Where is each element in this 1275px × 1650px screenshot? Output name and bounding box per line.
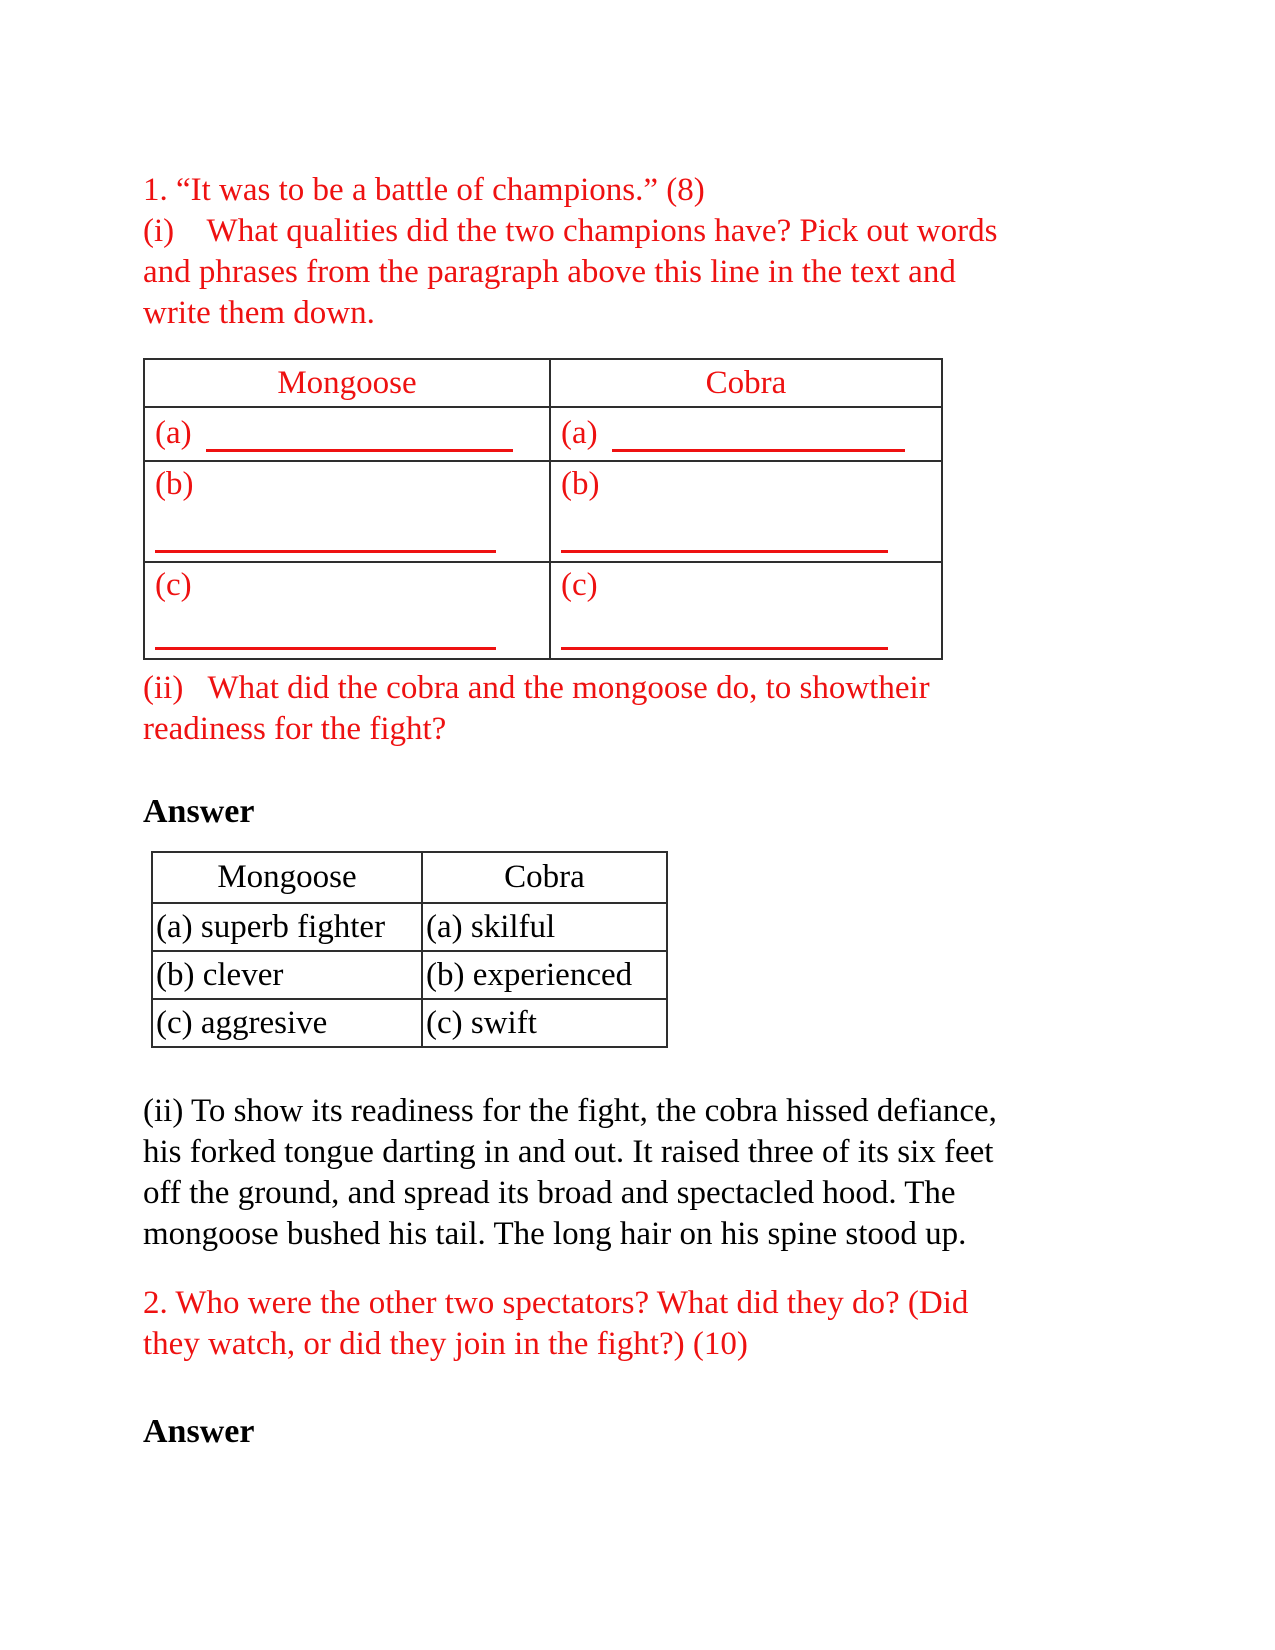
blank-table-row-a bbox=[144, 407, 942, 461]
question-1-part-ii bbox=[143, 668, 1173, 750]
blank-answer-line bbox=[155, 542, 496, 553]
answer-cell-cobra-c: (c) swift bbox=[422, 999, 667, 1047]
blank-answer-line bbox=[206, 419, 513, 452]
answer-cell-mongoose-b: (b) clever bbox=[152, 951, 422, 999]
blank-answer-line bbox=[155, 639, 496, 650]
blank-answer-line bbox=[561, 639, 888, 650]
question-2-line: they watch, or did they join in the fight?) (10) bbox=[143, 1326, 748, 1362]
row-c-label-cobra: (c) bbox=[561, 567, 598, 603]
row-b-label-cobra: (b) bbox=[561, 466, 600, 502]
question-1-line: 1. “It was to be a battle of champions.” (8) bbox=[143, 172, 705, 208]
answer-table-row-b bbox=[152, 951, 667, 999]
answer-table-row-a bbox=[152, 903, 667, 951]
answer-1-ii-line: mongoose bushed his tail. The long hair on his spine stood up. bbox=[143, 1216, 967, 1252]
answer-table-row-c bbox=[152, 999, 667, 1047]
blank-table-header-mongoose: Mongoose bbox=[144, 359, 550, 407]
question-1-line: write them down. bbox=[143, 295, 375, 331]
answer-cell-mongoose-a: (a) superb fighter bbox=[152, 903, 422, 951]
question-1-line: (i) What qualities did the two champions have? Pick out words bbox=[143, 213, 998, 249]
question-2 bbox=[143, 1283, 1173, 1365]
row-c-label-mongoose: (c) bbox=[155, 567, 192, 603]
answer-table-header-row bbox=[152, 852, 667, 903]
blank-table-row-c bbox=[144, 562, 942, 659]
blank-table-header-cobra: Cobra bbox=[550, 359, 942, 407]
question-1-ii-line: (ii) What did the cobra and the mongoose do, to showtheir bbox=[143, 670, 930, 706]
answer-1-ii-line: his forked tongue darting in and out. It raised three of its six feet bbox=[143, 1134, 994, 1170]
answer-cell-cobra-b: (b) experienced bbox=[422, 951, 667, 999]
answer-cell-cobra-a: (a) skilful bbox=[422, 903, 667, 951]
question-2-line: 2. Who were the other two spectators? What did they do? (Did bbox=[143, 1285, 969, 1321]
question-1-line: and phrases from the paragraph above this line in the text and bbox=[143, 254, 956, 290]
blank-table-header-row bbox=[144, 359, 942, 407]
row-a-label-mongoose: (a) bbox=[155, 415, 192, 451]
row-b-label-mongoose: (b) bbox=[155, 466, 194, 502]
answer-1-ii-line: off the ground, and spread its broad and spectacled hood. The bbox=[143, 1175, 956, 1211]
blank-qualities-table bbox=[143, 358, 943, 660]
answer-qualities-table bbox=[151, 851, 668, 1048]
blank-answer-line bbox=[561, 542, 888, 553]
page-content bbox=[143, 170, 1173, 1452]
row-a-label-cobra: (a) bbox=[561, 415, 598, 451]
question-1 bbox=[143, 170, 1173, 334]
answer-table-header-cobra: Cobra bbox=[422, 852, 667, 903]
blank-table-row-b bbox=[144, 461, 942, 562]
answer-table-header-mongoose: Mongoose bbox=[152, 852, 422, 903]
answer-cell-mongoose-c: (c) aggresive bbox=[152, 999, 422, 1047]
answer-1-ii-paragraph bbox=[143, 1091, 1173, 1255]
blank-answer-line bbox=[612, 419, 905, 452]
answer-2-heading: Answer bbox=[143, 1413, 255, 1450]
question-1-ii-line: readiness for the fight? bbox=[143, 711, 447, 747]
answer-1-ii-line: (ii) To show its readiness for the fight, the cobra hissed defiance, bbox=[143, 1093, 997, 1129]
answer-1-heading: Answer bbox=[143, 793, 255, 830]
